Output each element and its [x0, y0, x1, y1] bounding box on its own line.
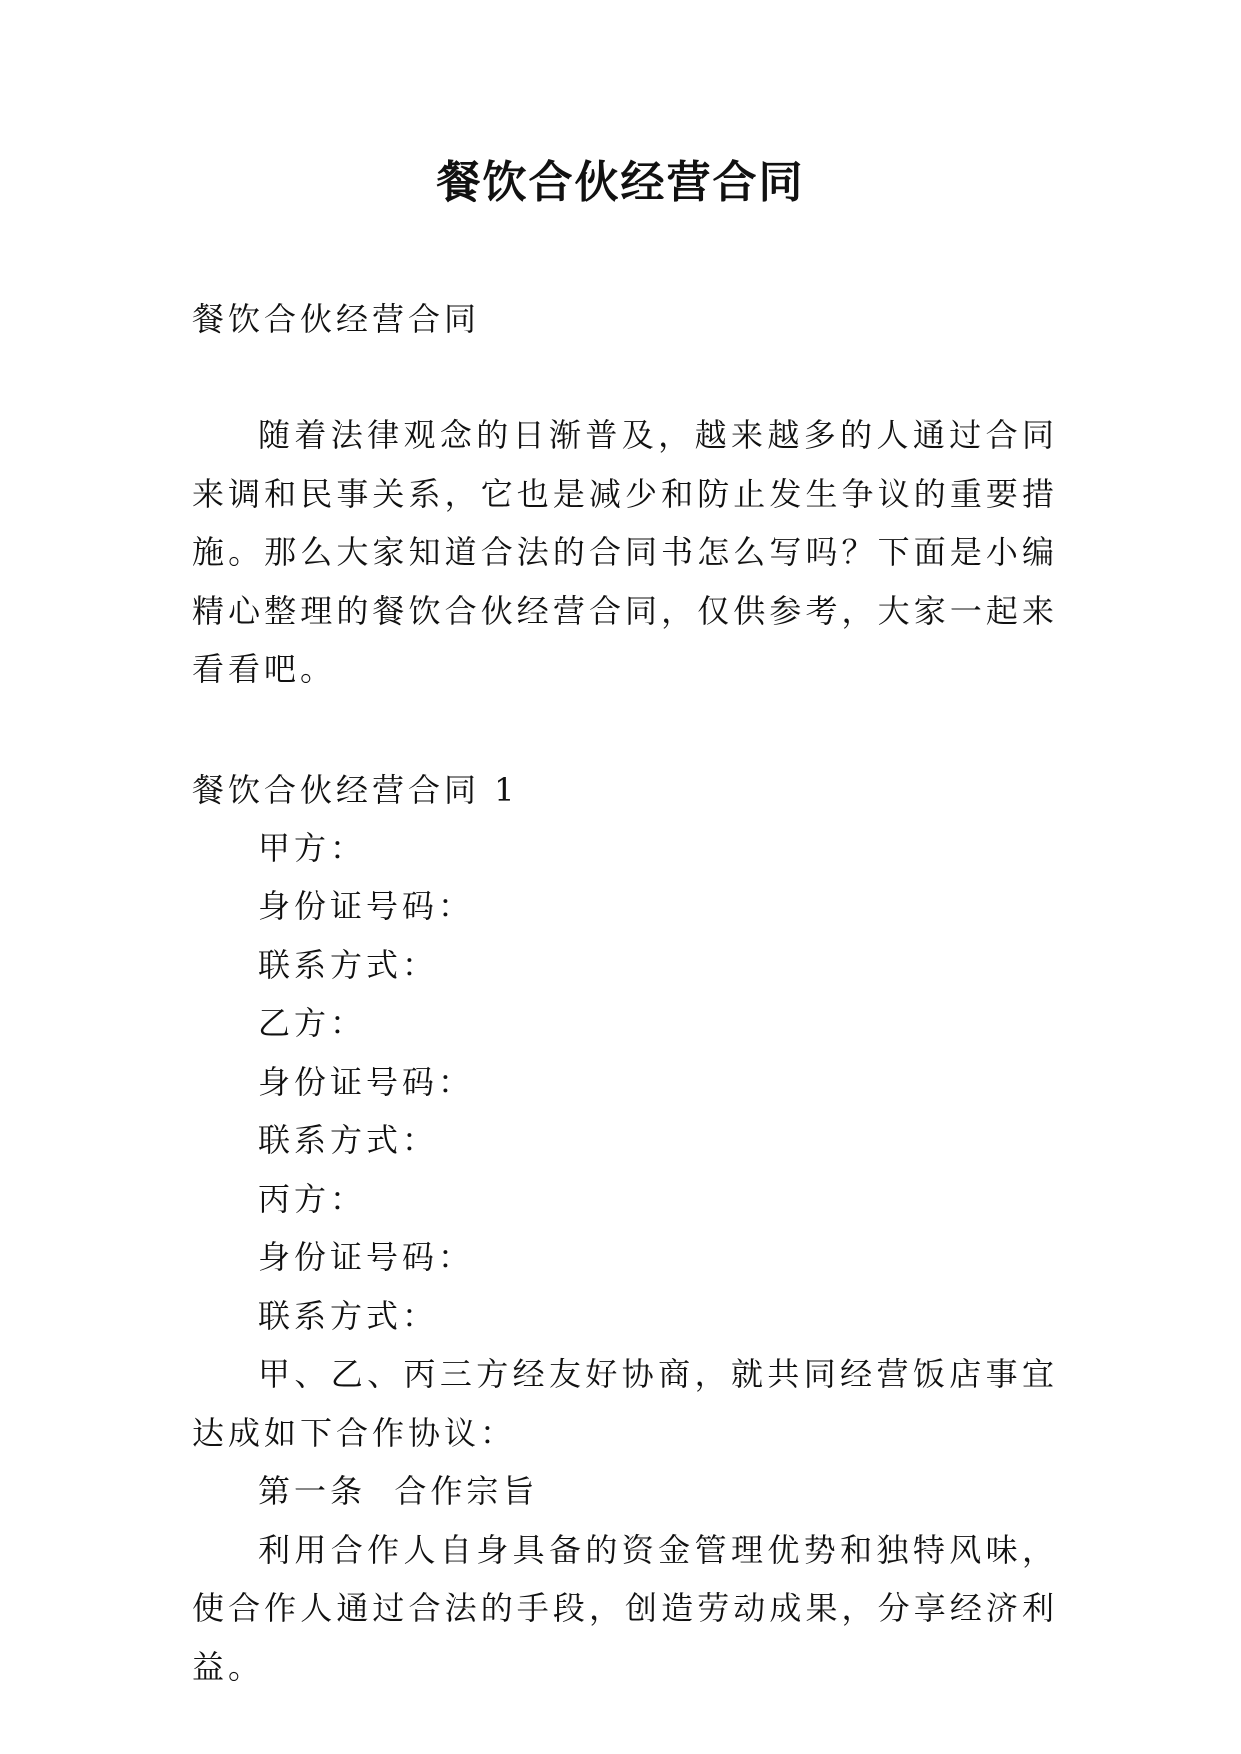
- agreement-intro: 甲、乙、丙三方经友好协商，就共同经营饭店事宜达成如下合作协议：: [192, 1355, 1058, 1452]
- party-b-label: 乙方：: [258, 1004, 367, 1042]
- document-subtitle: 餐饮合伙经营合同: [192, 300, 481, 338]
- article-1-text: 利用合作人自身具备的资金管理优势和独特风味，使合作人通过合法的手段，创造劳动成果，分享经济利益。: [192, 1530, 1058, 1686]
- spacer: [192, 699, 1058, 761]
- party-b-id-label: 身份证号码：: [258, 1062, 475, 1101]
- party-a-contact-label: 联系方式：: [258, 945, 439, 984]
- party-b-contact-label: 联系方式：: [258, 1121, 439, 1159]
- article-1-title: 第一条 合作宗旨: [258, 1472, 539, 1510]
- party-c-id-label: 身份证号码：: [258, 1238, 475, 1276]
- party-c-contact-label: 联系方式：: [258, 1296, 439, 1335]
- party-a-label: 甲方：: [258, 828, 367, 867]
- party-a-id-label: 身份证号码：: [258, 887, 475, 925]
- party-c-label: 丙方：: [258, 1179, 367, 1218]
- document-title: 餐饮合伙经营合同: [436, 157, 805, 208]
- document-body: [192, 290, 1058, 1696]
- section-title: 餐饮合伙经营合同 1: [192, 770, 519, 809]
- spacer: [192, 348, 1058, 406]
- intro-paragraph: 随着法律观念的日渐普及，越来越多的人通过合同来调和民事关系，它也是减少和防止发生争议的重要措施。那么大家知道合法的合同书怎么写吗？下面是小编精心整理的餐饮合伙经营合同，仅供参考，大家一起来看看吧。: [192, 416, 1058, 688]
